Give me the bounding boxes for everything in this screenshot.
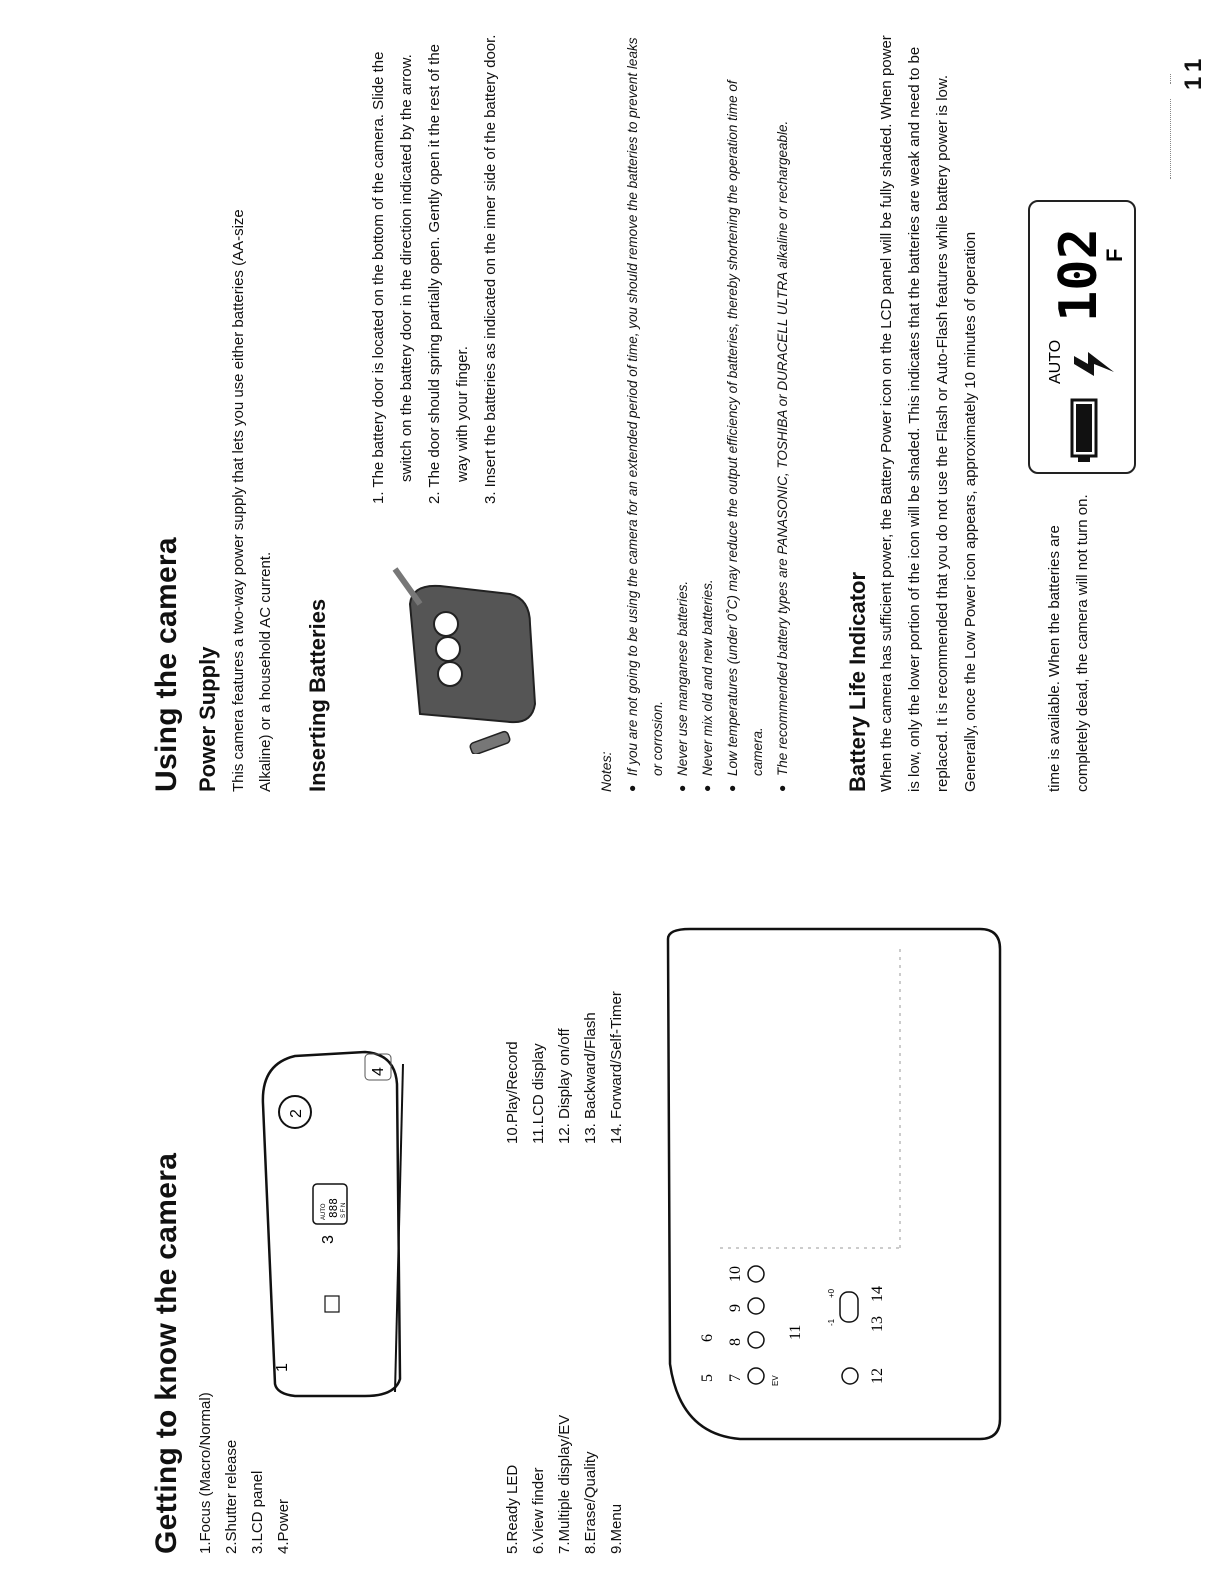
parts-item: 2.Shutter release (223, 1439, 240, 1554)
callout-6: 6 (699, 1334, 716, 1342)
parts-item: 7.Multiple display/EV (556, 1414, 573, 1554)
page-number: 11 (1180, 52, 1207, 90)
lcd-mini-small: S F N (341, 1202, 347, 1218)
battery-terminal-icon (1078, 456, 1090, 462)
getting-to-know-title: Getting to know the camera (150, 1152, 183, 1554)
scan-dotted-line (1170, 99, 1171, 179)
callout-12: 12 (869, 1368, 886, 1384)
notes-list (620, 32, 795, 792)
battery-slot-icon (438, 662, 462, 686)
lcd-mode-text: F (1102, 248, 1127, 262)
insert-step: 3. Insert the batteries as indicated on the inner side of the battery door. (482, 34, 499, 504)
erase-button-icon (748, 1332, 764, 1348)
parts-list-bottom-b (500, 991, 630, 1144)
callout-14: 14 (869, 1286, 886, 1302)
battery-life-heading: Battery Life Indicator (845, 571, 870, 792)
callout-8: 8 (727, 1338, 744, 1346)
ev-label: EV (771, 1375, 780, 1386)
insert-steps-list (365, 34, 505, 504)
parts-item: 10.Play/Record (504, 1041, 521, 1144)
aa-battery-icon (469, 731, 511, 754)
battery-insertion-illustration (390, 564, 550, 754)
battery-fill-icon (1076, 404, 1092, 452)
ev-button-icon (748, 1368, 764, 1384)
insert-step: 1. The battery door is located on the bottom of the camera. Slide the switch on the battery door in the direction indicated by the arrow. (370, 51, 415, 504)
camera-bottom-shape (410, 586, 535, 722)
parts-list-top (193, 1392, 297, 1554)
callout-2: 2 (288, 1109, 305, 1118)
parts-list-bottom-a (500, 1415, 630, 1554)
note-item: ● Low temperatures (under 0˚C) may reduce the output efficiency of batteries, thereby shortening the operation time of camera. (720, 32, 770, 792)
notes-label: Notes: (598, 751, 614, 792)
scan-dotted-line (1170, 74, 1171, 84)
insert-step: 2. The door should spring partially open. Gently open it the rest of the way with your finger. (426, 43, 471, 504)
note-item: ● Never mix old and new batteries. (695, 32, 720, 792)
parts-item: 1.Focus (Macro/Normal) (197, 1392, 214, 1554)
callout-10: 10 (727, 1266, 744, 1282)
battery-life-text-cont: time is available. When the batteries are completely dead, the camera will not turn on. (1046, 494, 1091, 792)
using-camera-title-block (150, 32, 184, 792)
callout-1: 1 (274, 1363, 291, 1372)
focus-switch-icon (325, 1296, 339, 1312)
parts-item: 9.Menu (608, 1503, 625, 1554)
camera-back-outline (668, 929, 1000, 1439)
inserting-batteries-heading: Inserting Batteries (305, 598, 330, 792)
camera-back-view-diagram (660, 924, 1020, 1444)
battery-slot-icon (434, 612, 458, 636)
menu-button-icon (748, 1298, 764, 1314)
lcd-indicator-illustration (1028, 200, 1136, 474)
display-onoff-button-icon (842, 1368, 858, 1384)
lcd-indicator-graphic (1030, 202, 1134, 472)
getting-to-know-title-block (150, 834, 184, 1554)
callout-7: 7 (727, 1374, 744, 1382)
parts-item: 4.Power (275, 1498, 292, 1554)
parts-item: 3.LCD panel (249, 1470, 266, 1554)
parts-item: 12. Display on/off (556, 1028, 573, 1144)
callout-3: 3 (320, 1235, 337, 1244)
minus-label: -1 (827, 1318, 836, 1326)
power-supply-text: This camera features a two-way power supply that lets you use either batteries (AA-size Alkaline) or a household AC current. (230, 209, 274, 792)
power-supply-heading: Power Supply (195, 646, 220, 792)
callout-9: 9 (727, 1304, 744, 1312)
lcd-auto-text: AUTO (1047, 339, 1064, 384)
parts-item: 5.Ready LED (504, 1464, 521, 1554)
parts-item: 6.View finder (530, 1467, 547, 1554)
parts-item: 8.Erase/Quality (582, 1451, 599, 1554)
battery-door-icon (395, 569, 420, 604)
rocker-button-icon (840, 1292, 858, 1322)
plus-label: +0 (827, 1288, 836, 1298)
flash-icon (1074, 352, 1114, 376)
camera-top-view-diagram (255, 1034, 415, 1404)
lcd-shot-count: 102 (1049, 228, 1109, 322)
lcd-mini-digits: 888 (327, 1198, 340, 1218)
parts-item: 11.LCD display (530, 1043, 547, 1144)
callout-5: 5 (699, 1374, 716, 1382)
note-item: ● Never use manganese batteries. (670, 32, 695, 792)
parts-item: 13. Backward/Flash (582, 1012, 599, 1144)
using-camera-title: Using the camera (150, 537, 183, 792)
callout-4: 4 (370, 1067, 387, 1076)
battery-slot-icon (436, 637, 460, 661)
callout-11: 11 (787, 1324, 804, 1340)
play-record-button-icon (748, 1266, 764, 1282)
note-item: ● If you are not going to be using the camera for an extended period of time, you should remove the batteries to prevent leaks or corrosion. (620, 32, 670, 792)
note-item: ● The recommended battery types are PANASONIC, TOSHIBA or DURACELL ULTRA alkaline or rechargeable. (770, 32, 795, 792)
battery-life-text: When the camera has sufficient power, the Battery Power icon on the LCD panel will be fully shaded. When power is low, only the lower portion of the icon will be shaded. This indicates that the batteries are weak and need to be replaced. It is recommended that you do not use the Flash or Auto-Flash features while battery power is low. Generally, once the Low Power icon appears, approximately 10 minutes of operation (878, 35, 979, 792)
lcd-mini-auto: AUTO (321, 1203, 327, 1220)
parts-item: 14. Forward/Self-Timer (608, 991, 625, 1144)
callout-13: 13 (869, 1316, 886, 1332)
